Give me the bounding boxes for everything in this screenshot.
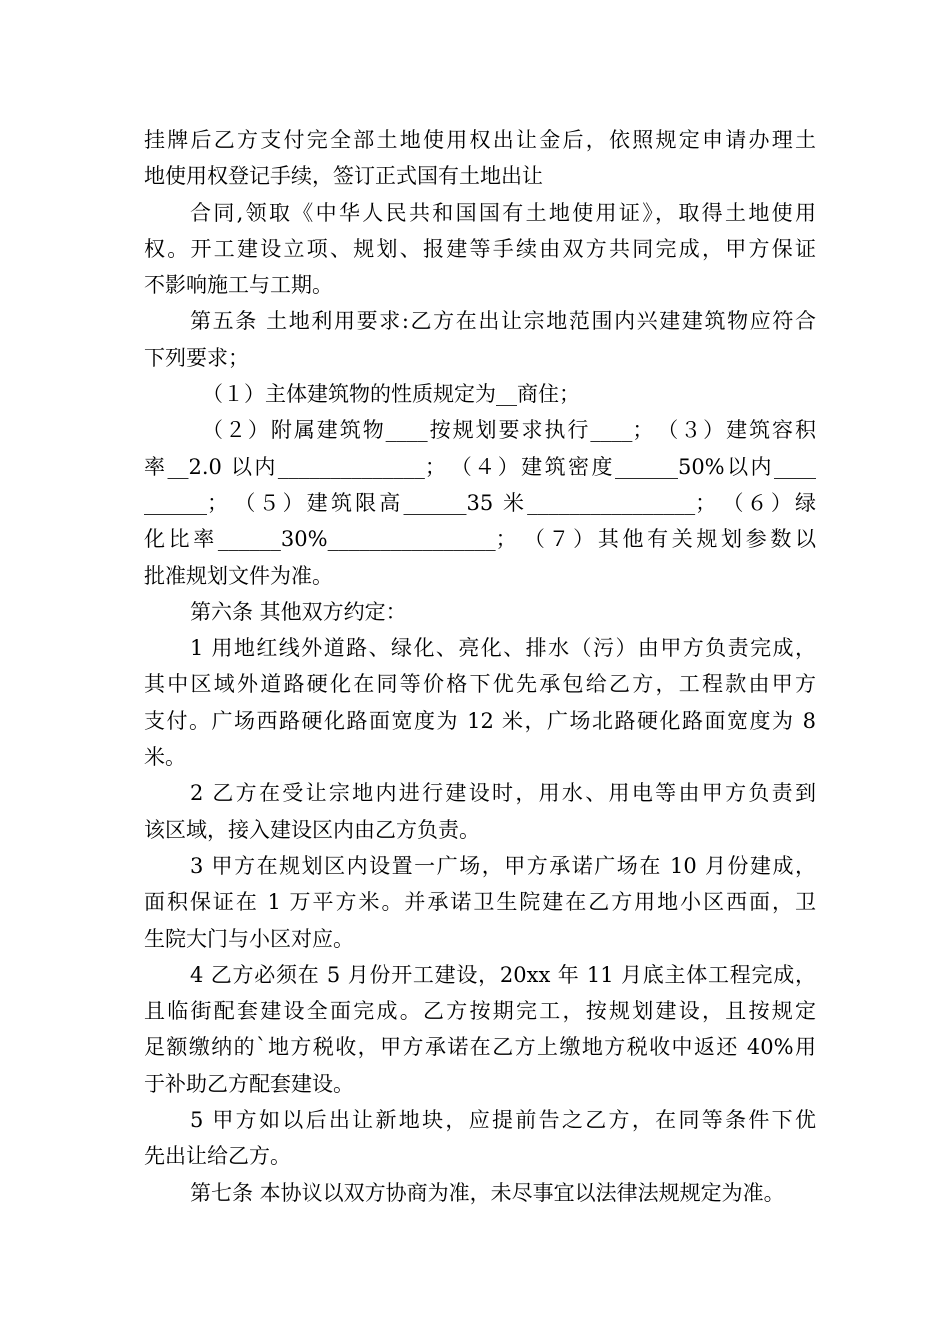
text-line: 挂牌后乙方支付完全部土地使用权出让金后，依照规定申请办理土 bbox=[144, 128, 816, 152]
text-line: 该区域，接入建设区内由乙方负责。 bbox=[144, 817, 480, 842]
text-line: 不影响施工与工期。 bbox=[144, 273, 333, 298]
text-line: 下列要求； bbox=[144, 345, 249, 370]
text-line: 支付。广场西路硬化路面宽度为 12 米，广场北路硬化路面宽度为 8 bbox=[144, 708, 816, 733]
text-line: 生院大门与小区对应。 bbox=[144, 926, 354, 951]
agreement-item: 4 乙方必须在 5 月份开工建设，20xx 年 11 月底主体工程完成， bbox=[190, 962, 816, 987]
text-line: 于补助乙方配套建设。 bbox=[144, 1071, 354, 1096]
agreement-item: 1 用地红线外道路、绿化、亮化、排水（污）由甲方负责完成， bbox=[190, 636, 816, 661]
requirement-item: 率__2.0 以内______________； （４）建筑密度______50%以内____ bbox=[144, 454, 816, 479]
text-line: 批准规划文件为准。 bbox=[144, 563, 333, 588]
text-line: 地使用权登记手续，签订正式国有土地出让 bbox=[144, 164, 543, 189]
text-line: 其中区域外道路硬化在同等价格下优先承包给乙方，工程款由甲方 bbox=[144, 672, 816, 697]
requirement-item: 化比率______30%________________； （７）其他有关规划参数以 bbox=[144, 527, 816, 552]
text-line: 米。 bbox=[144, 745, 186, 770]
requirement-item: （１）主体建筑物的性质规定为__商住； bbox=[202, 382, 580, 407]
agreement-item: 3 甲方在规划区内设置一广场，甲方承诺广场在 10 月份建成， bbox=[190, 853, 816, 878]
article-5-heading: 第五条 土地利用要求:乙方在出让宗地范围内兴建建筑物应符合 bbox=[190, 309, 816, 334]
article-7-heading: 第七条 本协议以双方协商为准，未尽事宜以法律法规规定为准。 bbox=[190, 1180, 785, 1205]
document-body bbox=[144, 122, 816, 1211]
requirement-item: （２）附属建筑物____按规划要求执行____； （３）建筑容积 bbox=[202, 418, 816, 443]
text-line: 面积保证在 1 万平方米。并承诺卫生院建在乙方用地小区西面，卫 bbox=[144, 890, 816, 915]
agreement-item: 2 乙方在受让宗地内进行建设时，用水、用电等由甲方负责到 bbox=[190, 781, 816, 806]
text-line: 先出让给乙方。 bbox=[144, 1144, 291, 1169]
text-line: 足额缴纳的`地方税收，甲方承诺在乙方上缴地方税收中返还 40%用 bbox=[144, 1035, 816, 1060]
text-line: 且临街配套建设全面完成。乙方按期完工，按规划建设，且按规定 bbox=[144, 999, 816, 1024]
agreement-item: 5 甲方如以后出让新地块，应提前告之乙方，在同等条件下优 bbox=[190, 1108, 816, 1133]
text-line: 合同,领取《中华人民共和国国有土地使用证》，取得土地使用 bbox=[190, 200, 816, 225]
requirement-item: ______； （５）建筑限高______35 米________________； （６）绿 bbox=[144, 490, 816, 515]
article-6-heading: 第六条 其他双方约定： bbox=[190, 599, 407, 624]
text-line: 权。开工建设立项、规划、报建等手续由双方共同完成，甲方保证 bbox=[144, 236, 816, 261]
